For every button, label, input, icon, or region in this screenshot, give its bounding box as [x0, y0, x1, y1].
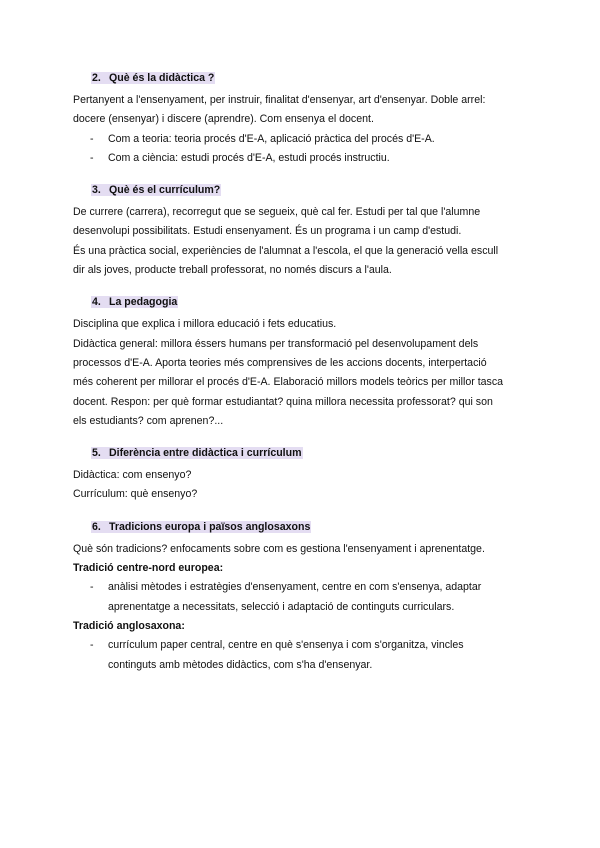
section-diferencia — [73, 445, 533, 505]
section-title: Què és la didàctica ? — [109, 72, 215, 84]
bullet-continuation: aprenentatge a necessitats, selecció i adaptació de continguts curriculars. — [108, 600, 455, 613]
section-curriculum — [73, 182, 533, 280]
section-number: 3. — [92, 184, 101, 197]
section-heading — [91, 445, 533, 462]
bullet-dash: - — [90, 581, 94, 594]
paragraph-line: Didàctica general: millora éssers humans per transformació pel desenvolupament dels — [73, 337, 479, 350]
paragraph-line: processos d'E-A. Aporta teories més comprensives de les accions docents, interpertació — [73, 356, 487, 369]
paragraph-line: De currere (carrera), recorregut que se segueix, què cal fer. Estudi per tal que l'alumne — [73, 206, 481, 219]
paragraph-line: més coherent per millorar el procés d'E-A. Elaboració millors models teòrics per millor tasca — [73, 376, 504, 389]
bullet-item: - currículum paper central, centre en què s'ensenya i com s'organitza, vincles — [73, 636, 533, 655]
section-number: 4. — [92, 296, 101, 309]
paragraph-line: desenvolupi possibilitats. Estudi ensenyament. És un programa i un camp d'estudi. — [73, 225, 462, 238]
section-heading — [91, 70, 533, 87]
section-heading — [91, 294, 533, 311]
document-content — [73, 70, 533, 675]
section-didactica — [73, 70, 533, 168]
paragraph-line: els estudiants? com aprenen?... — [73, 414, 224, 427]
bullet-item: - Com a teoria: teoria procés d'E-A, aplicació pràctica del procés d'E-A. — [73, 130, 533, 149]
section-title: La pedagogia — [109, 296, 178, 309]
paragraph-line: Currículum: què ensenyo? — [73, 488, 198, 501]
section-heading — [91, 519, 533, 536]
paragraph-line: docere (ensenyar) i discere (aprendre). Com ensenya el docent. — [73, 113, 374, 126]
section-title: Diferència entre didàctica i currículum — [109, 447, 302, 460]
bullet-dash: - — [90, 639, 94, 652]
bullet-continuation: continguts amb mètodes didàctics, com s'ha d'ensenyar. — [108, 658, 373, 671]
section-tradicions — [73, 519, 533, 675]
subsection-title: Tradició anglosaxona: — [73, 619, 185, 632]
paragraph-line: Didàctica: com ensenyo? — [73, 469, 192, 482]
bullet-dash: - — [90, 151, 94, 164]
section-heading — [91, 182, 533, 199]
bullet-dash: - — [90, 132, 94, 145]
paragraph-line: Pertanyent a l'ensenyament, per instruir, finalitat d'ensenyar, art d'ensenyar. Doble arrel: — [73, 94, 486, 106]
section-title: Què és el currículum? — [109, 184, 221, 197]
paragraph-line: docent. Respon: per què formar estudiantat? quina millora necessita professorat? qui son — [73, 395, 493, 408]
paragraph-line: Disciplina que explica i millora educació i fets educatius. — [73, 318, 337, 331]
section-number: 6. — [92, 520, 101, 533]
paragraph-line: És una pràctica social, experiències de l'alumnat a l'escola, el que la generació vella escull — [73, 244, 499, 257]
section-number: 2. — [92, 72, 101, 84]
paragraph-line: dir als joves, producte treball professorat, no només discurs a l'aula. — [73, 264, 392, 277]
bullet-item: - anàlisi mètodes i estratègies d'ensenyament, centre en com s'ensenya, adaptar — [73, 578, 533, 597]
paragraph-line: Què són tradicions? enfocaments sobre com es gestiona l'ensenyament i aprenentatge. — [73, 542, 485, 555]
bullet-item: - Com a ciència: estudi procés d'E-A, estudi procés instructiu. — [73, 149, 533, 168]
section-title: Tradicions europa i països anglosaxons — [109, 520, 311, 533]
subsection-title: Tradició centre-nord europea: — [73, 562, 224, 575]
section-number: 5. — [92, 447, 101, 460]
section-pedagogia — [73, 294, 533, 431]
